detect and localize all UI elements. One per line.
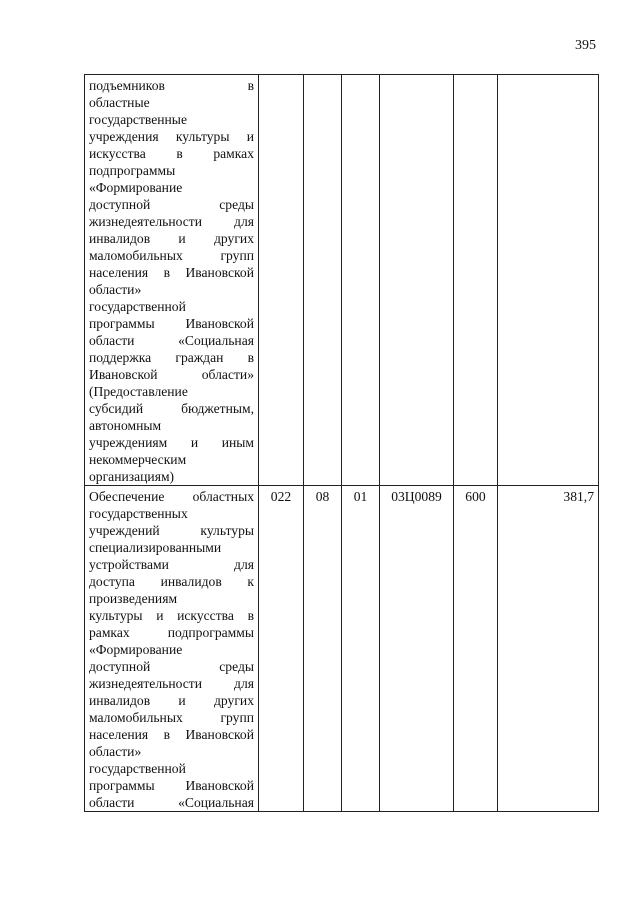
name-line: субсидий бюджетным, [89,401,254,416]
name-line: программы Ивановской [89,778,254,793]
name-line: области «Социальная [89,795,254,810]
name-line: области «Социальная [89,333,254,348]
name-line: культуры и искусства в [89,608,254,623]
page-number: 395 [575,38,596,53]
name-line: автономным [89,418,162,433]
table-row [85,75,599,486]
name-line: государственной [89,299,186,314]
name-line: некоммерческим [89,452,187,467]
name-line: жизнедеятельности для [89,676,254,691]
target-article-cell [380,75,454,486]
ministry-code-cell [259,75,304,486]
name-line: государственной [89,761,186,776]
name-line: доступной среды [89,197,254,212]
name-line: доступной среды [89,659,254,674]
name-line: доступа инвалидов к [89,574,254,589]
section-code-cell: 08 [304,486,342,812]
name-line: области» [89,744,142,759]
section-code-cell [304,75,342,486]
name-line: организациям) [89,469,175,484]
name-line: подпрограммы [89,163,176,178]
name-line: подъемников в [89,78,254,93]
name-line: области» [89,282,142,297]
name-line: (Предоставление [89,384,188,399]
name-line: инвалидов и других [89,693,254,708]
name-line: государственных [89,506,188,521]
name-line: населения в Ивановской [89,265,254,280]
name-line: искусства в рамках [89,146,254,161]
name-line: областные [89,95,150,110]
subsection-code-cell: 01 [342,486,380,812]
name-line: устройствами для [89,557,254,572]
name-line: государственные [89,112,187,127]
name-line: поддержка граждан в [89,350,254,365]
name-line: жизнедеятельности для [89,214,254,229]
name-line: учреждений культуры [89,523,254,538]
table-row [85,486,599,812]
name-line: населения в Ивановской [89,727,254,742]
row-name-cell [85,75,259,486]
name-line: специализированными [89,540,222,555]
name-line: рамках подпрограммы [89,625,254,640]
name-line: Ивановской области» [89,367,254,382]
name-line: учреждения культуры и [89,129,254,144]
name-line: маломобильных групп [89,710,254,725]
subsection-code-cell [342,75,380,486]
name-line: «Формирование [89,642,183,657]
expense-type-cell [454,75,498,486]
name-line: Обеспечение областных [89,489,254,504]
budget-table [84,74,599,812]
target-article-cell: 03Ц0089 [380,486,454,812]
name-line: инвалидов и других [89,231,254,246]
name-line: «Формирование [89,180,183,195]
name-line: учреждениям и иным [89,435,254,450]
amount-cell [498,75,599,486]
name-line: программы Ивановской [89,316,254,331]
name-line: маломобильных групп [89,248,254,263]
row-name-cell [85,486,259,812]
name-line: произведениям [89,591,178,606]
ministry-code-cell: 022 [259,486,304,812]
expense-type-cell: 600 [454,486,498,812]
amount-cell: 381,7 [498,486,599,812]
